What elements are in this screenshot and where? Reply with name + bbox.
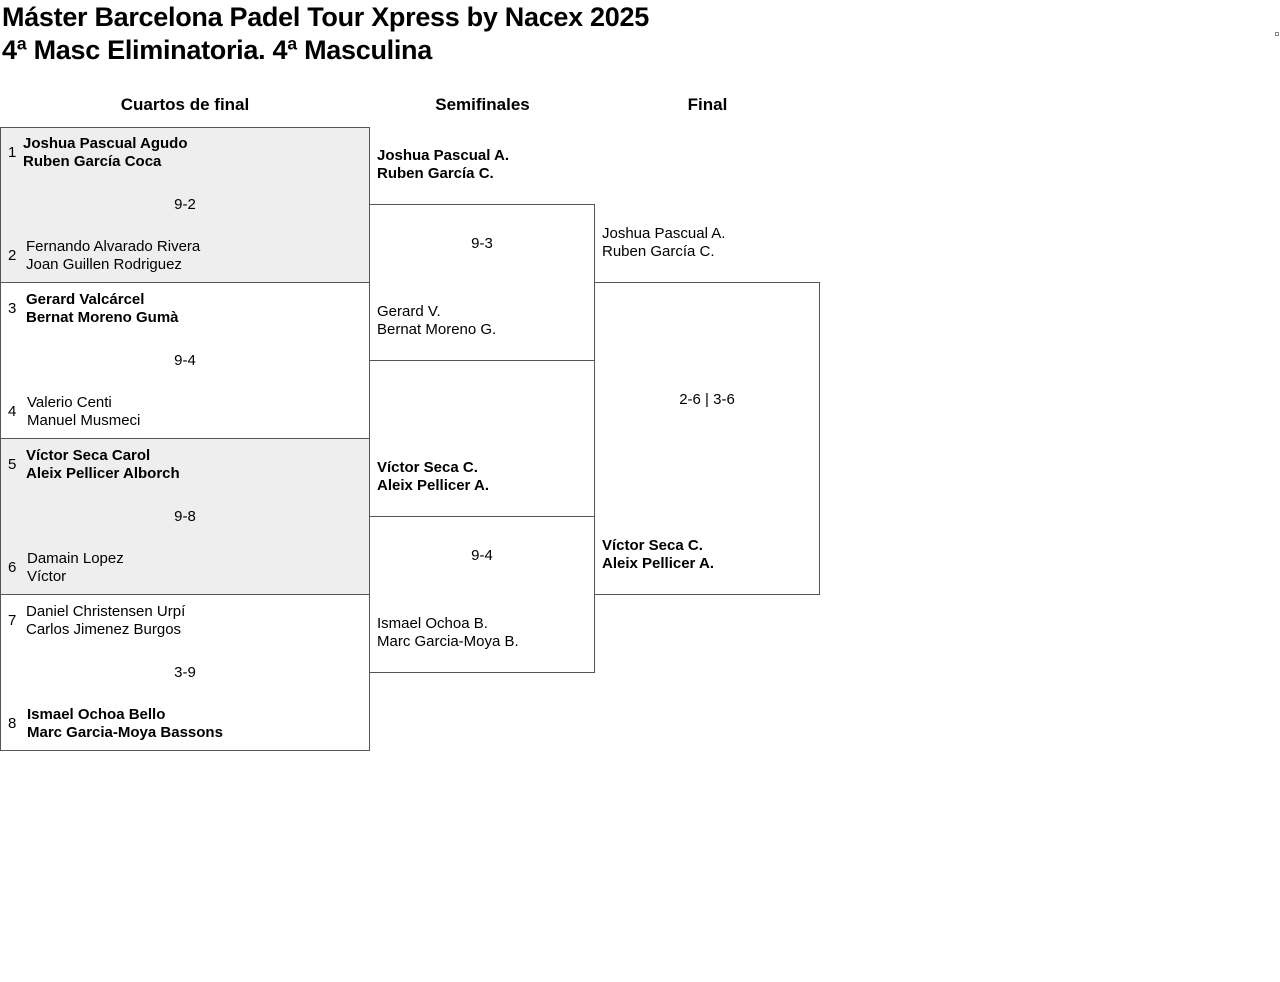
player-name: Daniel Christensen Urpí <box>26 603 186 620</box>
match-score: 2-6 | 3-6 <box>679 391 735 408</box>
player-name: Joshua Pascual A. <box>602 225 726 242</box>
player-name: Ruben García C. <box>377 165 494 182</box>
player-name: Carlos Jimenez Burgos <box>26 621 182 638</box>
seed-number: 5 <box>8 456 17 473</box>
corner-square-icon <box>1275 32 1279 36</box>
player-name: Ismael Ochoa Bello <box>27 706 166 723</box>
player-name: Aleix Pellicer A. <box>377 477 490 494</box>
match-score: 9-4 <box>174 352 196 369</box>
player-name: Marc Garcia-Moya B. <box>377 633 519 650</box>
player-name: Gerard V. <box>377 303 441 320</box>
seed-number: 8 <box>8 715 17 732</box>
player-name: Manuel Musmeci <box>27 412 141 429</box>
player-name: Aleix Pellicer A. <box>602 555 715 572</box>
player-name: Bernat Moreno Gumà <box>26 309 179 326</box>
match-qf-4[interactable] <box>0 594 370 751</box>
player-name: Bernat Moreno G. <box>377 321 497 338</box>
player-name: Ruben García C. <box>602 243 715 260</box>
player-name: Ismael Ochoa B. <box>377 615 488 632</box>
match-score: 9-8 <box>174 508 196 525</box>
match-score: 9-3 <box>471 235 493 252</box>
player-name: Víctor Seca C. <box>377 459 478 476</box>
match-score: 9-2 <box>174 196 196 213</box>
match-qf-2[interactable] <box>0 282 370 439</box>
player-name: Joan Guillen Rodriguez <box>26 256 182 273</box>
player-name: Marc Garcia-Moya Bassons <box>27 724 223 741</box>
player-name: Valerio Centi <box>27 394 112 411</box>
header-quarterfinals: Cuartos de final <box>120 95 250 114</box>
player-name: Gerard Valcárcel <box>26 291 145 308</box>
header-final: Final <box>687 95 728 114</box>
seed-number: 1 <box>8 144 17 161</box>
match-final[interactable] <box>594 282 820 595</box>
player-name: Aleix Pellicer Alborch <box>26 465 180 482</box>
seed-number: 3 <box>8 300 17 317</box>
match-sf-2[interactable] <box>369 516 595 673</box>
header-semifinals: Semifinales <box>435 95 530 114</box>
seed-number: 2 <box>8 247 17 264</box>
player-name: Ruben García Coca <box>23 153 162 170</box>
match-sf-1[interactable] <box>369 204 595 361</box>
match-score: 9-4 <box>471 547 493 564</box>
match-qf-3[interactable] <box>0 438 370 595</box>
match-score: 3-9 <box>174 664 196 681</box>
player-name: Fernando Alvarado Rivera <box>26 238 201 255</box>
player-name: Joshua Pascual A. <box>377 147 509 164</box>
player-name: Damain Lopez <box>27 550 124 567</box>
seed-number: 4 <box>8 403 17 420</box>
seed-number: 6 <box>8 559 17 576</box>
player-name: Víctor <box>27 568 67 585</box>
player-name: Joshua Pascual Agudo <box>23 135 188 152</box>
player-name: Víctor Seca C. <box>602 537 703 554</box>
player-name: Víctor Seca Carol <box>26 447 151 464</box>
match-qf-1[interactable] <box>0 127 370 283</box>
tournament-title: Máster Barcelona Padel Tour Xpress by Nacex 2025 <box>2 2 649 32</box>
draw-subtitle: 4ª Masc Eliminatoria. 4ª Masculina <box>2 35 432 65</box>
seed-number: 7 <box>8 612 17 629</box>
